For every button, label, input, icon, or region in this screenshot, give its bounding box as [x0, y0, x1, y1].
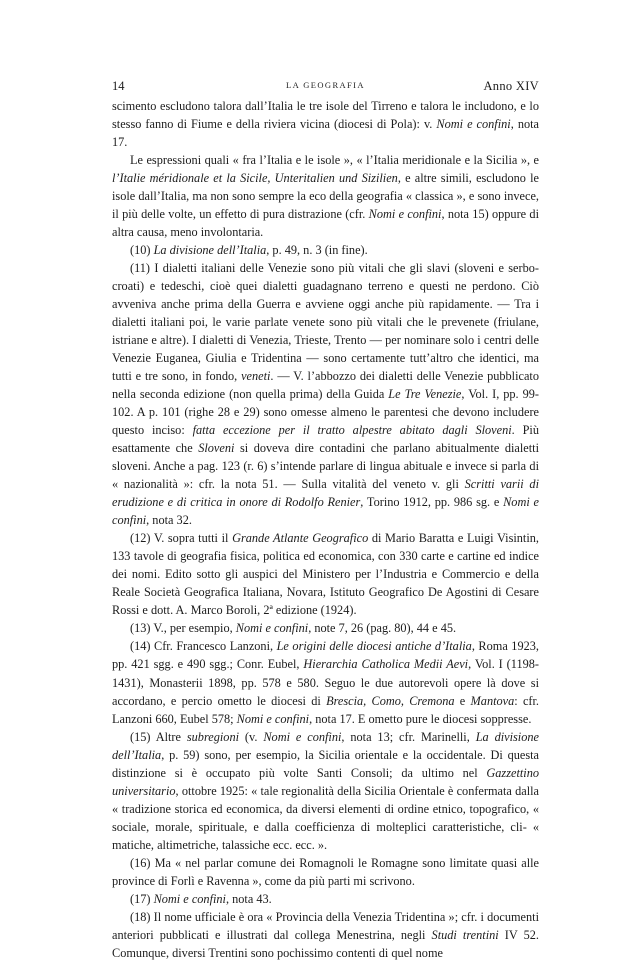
journal-title: LA GEOGRAFIA	[286, 80, 365, 90]
text-run: (v.	[239, 729, 264, 744]
footnote-paragraph	[112, 241, 539, 259]
text-run: si doveva dire contadini che parlano abitualmente dialetti sloveni. Anche a pag. 123 (r. 6) s’intende parlare di lingua abituale e invece si parla di « nazionalità »: cfr. la nota 51. — Sulla vitalità del veneto v. gli	[112, 441, 539, 492]
italic-text: Nomi e confini	[263, 729, 342, 744]
italic-text: Hierarchia Catholica Medii Aevi	[303, 657, 469, 672]
text-run: , nota 17.	[112, 117, 539, 150]
footnote-paragraph	[112, 151, 539, 241]
text-run: : cfr. Lanzoni 660, Eubel 578;	[112, 693, 539, 726]
footnote-paragraph	[112, 529, 539, 619]
italic-text: Mantova	[470, 693, 515, 708]
text-run: IV 52. Comunque, diversi Trentini sono pochissimo contenti di quel nome	[112, 927, 539, 960]
text-run: (10)	[130, 243, 154, 258]
italic-text: Nomi e confini	[153, 891, 226, 906]
italic-text: Grande Atlante Geografico	[232, 531, 369, 546]
italic-text: subregioni	[186, 729, 240, 744]
text-run: , nota 17. E ometto pure le diocesi soppresse.	[309, 711, 532, 726]
footnotes-body	[112, 97, 539, 962]
text-run: (18) Il nome ufficiale è ora « Provincia della Venezia Tridentina »; cfr. i documenti anteriori pubblicati e illustrati dal collega Menestrina, negli	[112, 909, 539, 942]
text-run: . — V. l’abbozzo dei dialetti delle Venezie pubblicato nella seconda edizione (non quella prima) della Guida	[112, 369, 539, 402]
italic-text: veneti	[241, 369, 271, 384]
italic-text: Nomi e confini	[368, 207, 442, 222]
text-run: (17)	[130, 891, 154, 906]
text-run: , nota 43.	[225, 891, 272, 906]
text-run: , p. 49, n. 3 (in fine).	[266, 243, 368, 258]
italic-text: Nomi e confini	[235, 621, 309, 636]
italic-text: La divisione dell’Italia	[112, 729, 539, 762]
text-run: Le espressioni quali « fra l’Italia e le isole », « l’Italia meridionale e la Sicilia », e	[130, 153, 539, 168]
text-run: , e altre simili, escludono le isole dall’Italia, ma non sono sempre la eco della geografia « classica », e sono invece, il più delle volte, un effetto di pura distrazione (cfr.	[112, 171, 539, 222]
italic-text: Scritti varii di erudizione e di critica in onore di Rodolfo Renier	[112, 477, 539, 510]
text-run: (14) Cfr. Francesco Lanzoni,	[130, 639, 277, 654]
volume-label: Anno XIV	[483, 79, 539, 93]
footnote-paragraph	[112, 637, 539, 727]
italic-text: Studi trentini	[431, 927, 499, 942]
footnote-paragraph	[112, 890, 539, 908]
text-run: , Roma 1923, pp. 421 sgg. e 490 sgg.; Conr. Eubel,	[112, 639, 539, 672]
footnote-paragraph	[112, 908, 539, 962]
text-run: , nota 15) oppure di altra causa, meno involontaria.	[112, 207, 539, 240]
text-run: (13) V., per esempio,	[130, 621, 236, 636]
text-run: e	[454, 693, 471, 708]
italic-text: Brescia, Como, Cremona	[326, 693, 455, 708]
footnote-paragraph	[112, 728, 539, 854]
text-run: , ottobre 1925: « tale regionalità della Sicilia Orientale è confermata dalla « tradizione storica ed economica, da diversi elementi di ordine etnico, topografico, « sociale, morale, spirituale, e dalla coefficienza di molteplici caratteristiche, cli- « matiche, altimetriche, talassiche ecc. ecc. ».	[112, 783, 539, 852]
text-run: (15) Altre	[130, 729, 187, 744]
text-run: , note 7, 26 (pag. 80), 44 e 45.	[308, 621, 457, 636]
italic-text: Le Tre Venezie	[388, 387, 462, 402]
text-run: , Vol. I (1198-1431), Monasterii 1898, pp. 578 e 580. Seguo le due autorevoli opere là dove si accordano, e percio ometto le diocesi di	[112, 657, 539, 708]
italic-text: Nomi e confini	[112, 495, 539, 528]
footnote-paragraph	[112, 259, 539, 529]
running-head	[112, 79, 539, 95]
italic-text: Le origini delle diocesi antiche d’Italia	[276, 639, 472, 654]
italic-text: fatta eccezione per il tratto alpestre abitato dagli Sloveni	[192, 423, 512, 438]
footnote-paragraph	[112, 619, 539, 637]
italic-text: Gazzettino universitario	[112, 765, 539, 798]
italic-text: Sloveni	[198, 441, 235, 456]
text-run: , nota 32.	[146, 513, 192, 528]
text-run: (11) I dialetti italiani delle Venezie sono più vitali che gli slavi (sloveni e serbo-croati) e tedeschi, cioè quei dialetti guadagnano terreno e questi ne perdono. Ciò avveniva anche prima della Guerra e avviene oggi anche più rapidamente. — Tra i dialetti italiani poi, le varie parlate venete sono più vitali che le prevenete (friulane, istriane e altre). I dialetti di Venezia, Trieste, Trento — per nominare solo i centri delle Venezie Euganea, Giulia e Tridentina — sono certamente tutt’altro che identici, ma tutti e tre sono, in fondo,	[112, 261, 539, 384]
italic-text: Nomi e confini	[436, 117, 511, 132]
text-run: , p. 59) sono, per esempio, la Sicilia orientale e la occidentale. Di questa distinzione si è occupato più volte Santi Consoli; da ultimo nel	[112, 747, 539, 780]
text-run: scimento escludono talora dall’Italia le tre isole del Tirreno e talora le includono, e lo stesso fanno di Fiume e della riviera vicina (diocesi di Pola): v.	[112, 99, 539, 132]
text-run: (12) V. sopra tutti il	[130, 531, 233, 546]
text-run: . Più esattamente che	[112, 423, 539, 456]
text-run: (16) Ma « nel parlar comune dei Romagnoli le Romagne sono limitate quasi alle province di Forlì e Ravenna », come da più parti mi scrivono.	[112, 855, 539, 888]
text-run: , Vol. I, pp. 99-102. A p. 101 (righe 28 e 29) sono omesse almeno le parentesi che devono includere questo inciso:	[112, 387, 540, 438]
text-run: , Torino 1912, pp. 986 sg. e	[360, 495, 504, 510]
page-number: 14	[112, 79, 125, 93]
italic-text: Nomi e confini	[236, 711, 310, 726]
footnote-paragraph	[112, 97, 539, 151]
text-run: di Mario Baratta e Luigi Visintin, 133 tavole di geografia fisica, politica ed economica, con 330 carte e cartine ed indice dei nomi. Edito sotto gli auspici del Ministero per l’Industria e Commercio e della Reale Società Geografica Italiana, Novara, Istituto Geografico De Agostini di Cesare Rossi e dott. A. Marco Boroli, 2ª edizione (1924).	[112, 531, 539, 618]
footnote-paragraph	[112, 854, 539, 890]
italic-text: La divisione dell’Italia	[153, 243, 267, 258]
italic-text: l’Italie méridionale et la Sicile, Unteritalien und Sizilien	[112, 171, 398, 186]
text-run: , nota 13; cfr. Marinelli,	[341, 729, 476, 744]
